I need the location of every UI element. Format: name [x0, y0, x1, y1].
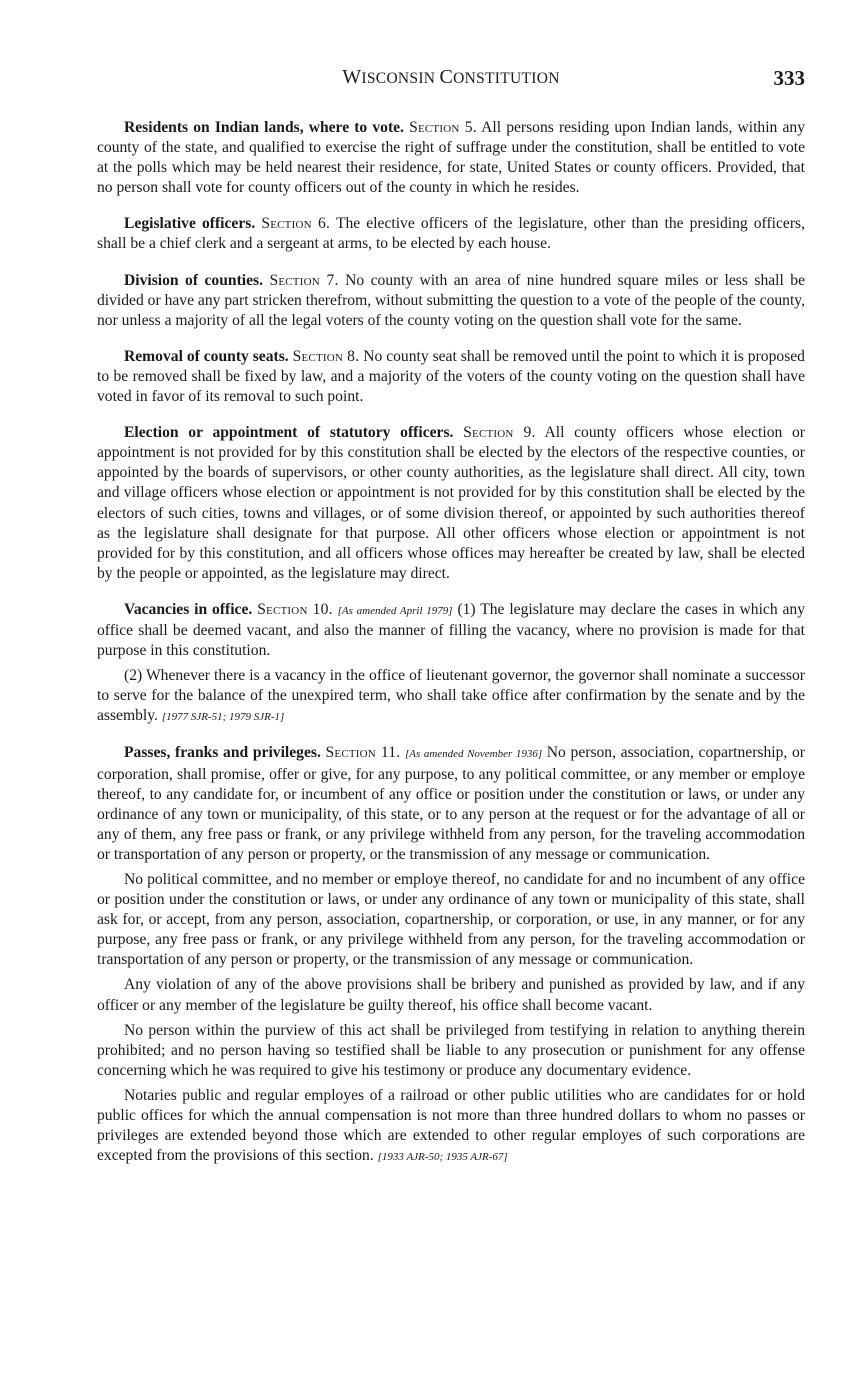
section-label: Section 8. [292, 347, 360, 365]
section-heading: Election or appointment of statutory officers. [124, 424, 454, 442]
section-heading: Removal of county seats. [124, 347, 289, 365]
section-text: (2) Whenever there is a vacancy in the office of lieutenant governor, the governor shall nominate a successor to serve for the balance of the unexpired term, who shall take office after confirmation by the senate and by the assembly. [97, 667, 805, 725]
section-text: All persons residing upon Indian lands, within any county of the state, and qualified to exercise the right of suffrage under the constitution, shall be entitled to vote at the polls which may be held nearest their residence, for state, United States or county officers. Provided, that no person shall vote for county officers out of the county in which he resides. [97, 119, 805, 197]
section-heading: Vacancies in office. [124, 600, 253, 618]
section-paragraph [97, 1086, 805, 1167]
section-paragraph [97, 347, 805, 407]
section-heading: Residents on Indian lands, where to vote. [124, 119, 404, 136]
section-5 [97, 118, 805, 198]
section-paragraph: No person within the purview of this act shall be privileged from testifying in relation to anything therein prohibited; and no person having so testified shall be liable to any prosecution or punishment for any offense concerning which he was required to give his testimony or produce any documentary evidence. [97, 1021, 805, 1079]
section-label: Section 11. [325, 744, 401, 762]
section-paragraph [97, 118, 805, 198]
section-label: Section 9. [463, 424, 536, 442]
section-heading: Passes, franks and privileges. [124, 744, 321, 762]
section-11 [97, 743, 805, 1167]
section-paragraph: Any violation of any of the above provisions shall be bribery and punished as provided by law, and if any officer or any member of the legislature be guilty thereof, his office shall become vacant. [97, 976, 805, 1014]
section-paragraph [97, 271, 805, 331]
section-text: (1) The legislature may declare the cases in which any office shall be deemed vacant, and also the manner of filling the vacancy, where no provision is made for that purpose in this constitution. [97, 600, 806, 660]
section-text: The elective officers of the legislature, other than the presiding officers, shall be a chief clerk and a sergeant at arms, to be elected by each house. [97, 215, 805, 253]
history-note: [1977 SJR-51; 1979 SJR-1] [161, 711, 285, 724]
section-text: All county officers whose election or appointment is not provided for by this constitution shall be elected by the electors of the respective counties, or appointed by the boards of supervisors, or other county authorities, as the legislature shall direct. All city, town and village officers whose election or appointment is not provided for by this constitution shall be elected by the electors of such cities, towns and villages, or of some division thereof, or appointed by such authorities thereof as the legislature shall designate for that purpose. All other officers whose election or appointment is not provided for by this constitution, and all officers whose offices may hereafter be created by law, shall be elected by the people or appointed, as the legislature may direct. [97, 424, 806, 582]
section-text: Notaries public and regular employes of a railroad or other public utilities who are candidates for or hold public offices for which the annual compensation is not more than three hundred dollars to whom no passes or privileges are extended beyond those which are extended to other regular employes of such corporations are excepted from the provisions of this section. [97, 1086, 805, 1165]
section-paragraph [97, 423, 805, 584]
history-note: [1933 AJR-50; 1935 AJR-67] [377, 1151, 508, 1164]
section-text: No person, association, copartnership, or corporation, shall promise, offer or give, for any purpose, to any political committee, or any member or employe thereof, to any candidate for, or incumbent of any office or position under the constitution or laws, or under any ordinance of any town or municipality, of this state, or to any person at the request or for the advantage of all or any of them, any free pass or frank, or any privilege withheld from any person, for the traveling accommodation or transportation of any person or property, or the transmission of any message or communication. [97, 744, 805, 863]
section-text: No county seat shall be removed until the point to which it is proposed to be removed shall be fixed by law, and a majority of the voters of the county voting on the question shall have voted in favor of its removal to such point. [97, 347, 805, 406]
amendment-note: [As amended April 1979] [337, 604, 453, 617]
section-6 [97, 214, 805, 254]
section-label: Section 6. [261, 215, 331, 233]
section-label: Section 10. [257, 600, 333, 618]
section-paragraph [97, 666, 805, 727]
section-paragraph [97, 600, 805, 661]
section-heading: Division of counties. [124, 271, 263, 289]
section-paragraph: No political committee, and no member or employe thereof, no candidate for and no incumbent of any office or position under the constitution or laws, or under any ordinance of any town or municipality of this state, shall ask for, or accept, from any person, association, copartnership, or corporation, or use, in any manner, or for any purpose, any free pass or frank, or any privilege withheld from any person, for the traveling accommodation or transportation of any person or property, or the transmission of any message or communication. [97, 871, 805, 969]
amendment-note: [As amended November 1936] [405, 748, 543, 761]
section-text: No county with an area of nine hundred square miles or less shall be divided or have any part stricken therefrom, without submitting the question to a vote of the people of the county, nor unless a majority of all the legal voters of the county voting on the question shall vote for the same. [97, 271, 806, 329]
section-label: Section 5. [409, 119, 477, 136]
page-number: 333 [773, 66, 805, 90]
section-10 [97, 600, 805, 728]
section-9 [97, 423, 805, 584]
section-label: Section 7. [269, 271, 339, 289]
section-7 [97, 271, 805, 331]
running-head [97, 66, 805, 100]
section-8 [97, 347, 805, 407]
section-paragraph [97, 743, 805, 865]
section-heading: Legislative officers. [124, 215, 256, 233]
section-paragraph [97, 214, 805, 254]
running-title: WISCONSIN CONSTITUTION [342, 66, 560, 88]
document-page [97, 66, 805, 1167]
